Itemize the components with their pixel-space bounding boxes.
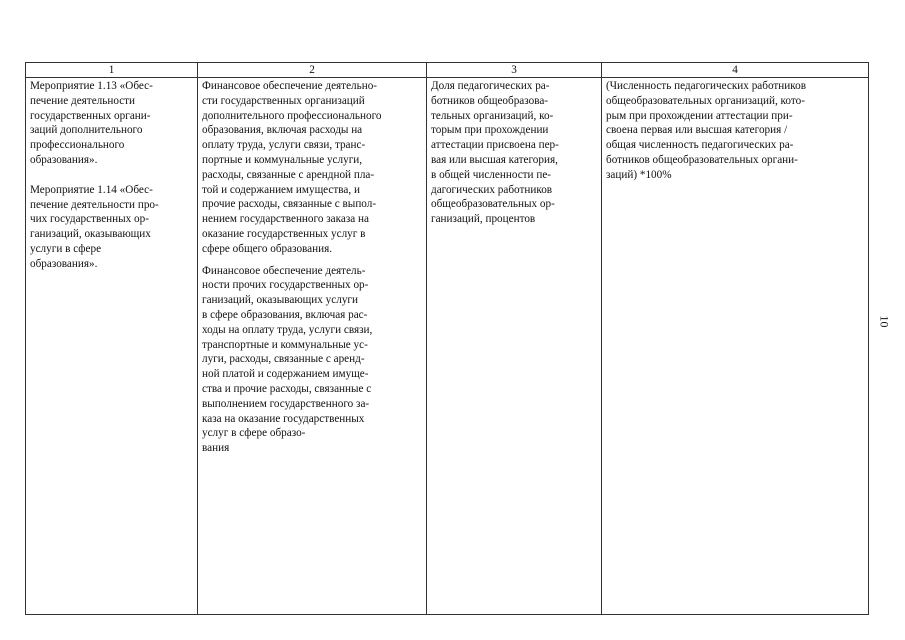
measure-cell bbox=[26, 78, 198, 615]
column-header-4: 4 bbox=[602, 63, 869, 78]
formula-cell bbox=[602, 78, 869, 615]
measure-1-14: Мероприятие 1.14 «Обес- печение деятельности про- чих государственных ор- ганизаций, оказывающих услуги в сфере образования». bbox=[30, 183, 159, 270]
table-row bbox=[26, 78, 869, 615]
column-header-1: 1 bbox=[26, 63, 198, 78]
column-header-2: 2 bbox=[198, 63, 427, 78]
financing-cell bbox=[198, 78, 427, 615]
table-header-row bbox=[26, 63, 869, 78]
indicator-table bbox=[25, 62, 869, 615]
financing-1-14: Финансовое обеспечение деятель- ности прочих государственных ор- ганизаций, оказывающих услуги в сфере образования, включая рас- ходы на оплату труда, услуги связи, транспортные и коммунальные ус- луги, расходы, связанные с аренд- ной платой и содержанием имуще- ства и прочие расходы, связанные с выполнением государственного за- каза на оказание государственных услуг в сфере образо- вания bbox=[202, 264, 373, 455]
indicator-text: Доля педагогических ра- ботников общеобразова- тельных организаций, ко- торым при прохождении аттестации присвоена пер- вая или высшая категория, в общей численности пе- дагогических работников общеобразовательных ор- ганизаций, процентов bbox=[431, 80, 559, 226]
measure-1-13: Мероприятие 1.13 «Обес- печение деятельности государственных органи- заций дополнительного профессионального образования». bbox=[30, 80, 153, 166]
financing-1-13: Финансовое обеспечение деятельно- сти государственных организаций дополнительного профессионального образования, включая расходы на оплату труда, услуги связи, транс- портные и коммунальные услуги, расходы, связанные с арендной пла- той и содержанием имущества, и прочие расходы, связанные с выпол- нением государственного заказа на оказание государственных услуг в сфере общего образования. bbox=[202, 80, 382, 255]
page-number: 10 bbox=[877, 315, 892, 328]
formula-text: (Численность педагогических работников общеобразовательных организаций, кото- рым при прохождении аттестации при- своена первая или высшая категория / общая численность педагогических ра- ботников общеобразовательных органи- заций) *100% bbox=[606, 80, 806, 181]
indicator-cell bbox=[427, 78, 602, 615]
column-header-3: 3 bbox=[427, 63, 602, 78]
